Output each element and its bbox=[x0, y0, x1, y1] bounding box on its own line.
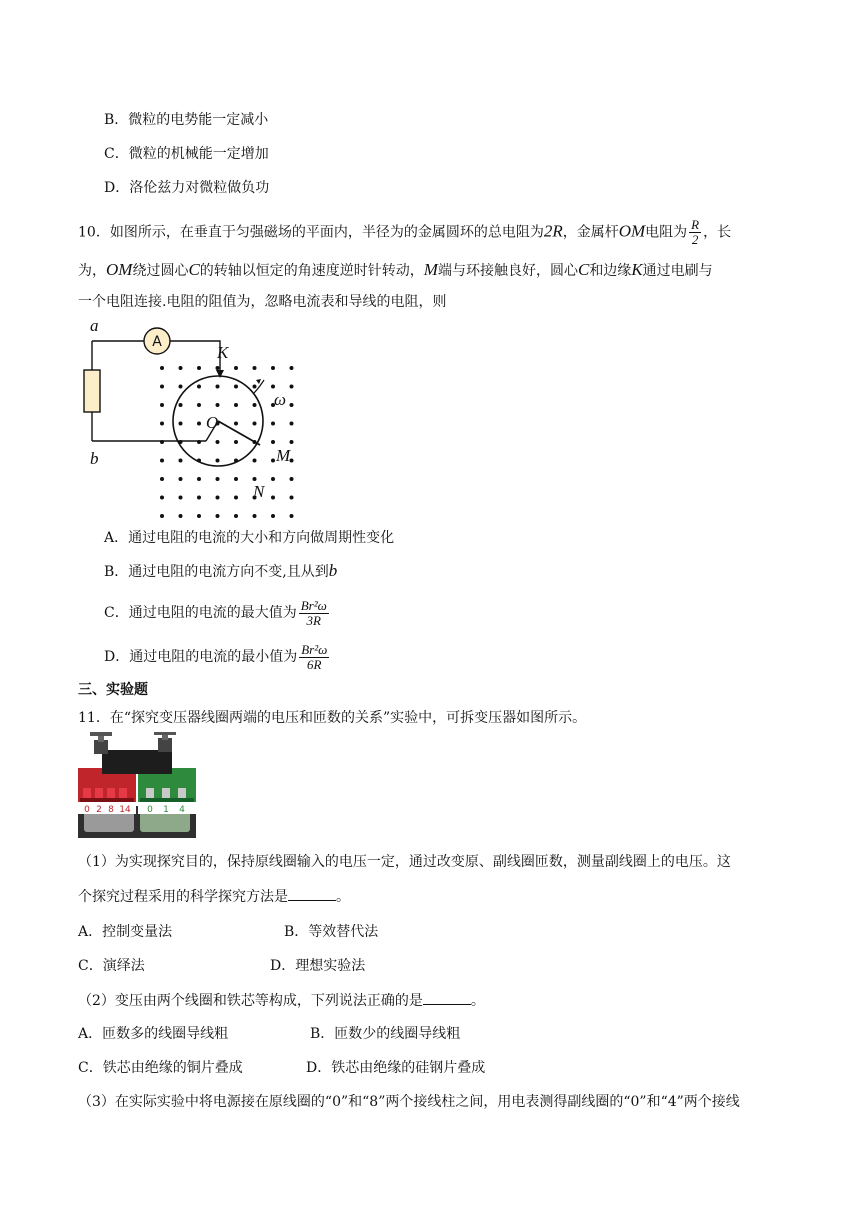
field-dot bbox=[271, 422, 275, 426]
q11-stem: 11．在“探究变压器线圈两端的电压和匝数的关系”实验中，可拆变压器如图所示。 bbox=[78, 710, 587, 726]
symbol-om: OM bbox=[618, 221, 646, 241]
label-n: N bbox=[253, 482, 265, 501]
field-dot bbox=[234, 403, 238, 407]
field-dot bbox=[290, 477, 294, 481]
right-tap-4: 4 bbox=[179, 805, 185, 815]
field-dot bbox=[197, 366, 201, 370]
field-dot bbox=[271, 440, 275, 444]
field-dot bbox=[197, 496, 201, 500]
field-dot bbox=[253, 366, 257, 370]
field-dot bbox=[216, 403, 220, 407]
field-dot bbox=[234, 477, 238, 481]
field-dot bbox=[160, 366, 164, 370]
label-k: K bbox=[217, 343, 229, 362]
field-dot bbox=[234, 440, 238, 444]
field-dot bbox=[290, 440, 294, 444]
field-dot bbox=[253, 422, 257, 426]
symbol-2r: 2R bbox=[543, 221, 563, 241]
q11-part1-option-c: C．演绎法 bbox=[78, 958, 145, 974]
q11-part1-line1: （1）为实现探究目的，保持原线圈输入的电压一定，通过改变原、副线圈匝数，测量副线圈上的电压。这 bbox=[78, 854, 731, 870]
field-dot bbox=[271, 459, 275, 463]
field-dot bbox=[271, 477, 275, 481]
field-dot bbox=[160, 422, 164, 426]
q10-option-c: C．通过电阻的电流的最大值为 $\frac{\text{Br²ω}}{3R}$ bbox=[104, 597, 327, 628]
left-tap-0: 0 bbox=[84, 805, 90, 815]
q11-part2-option-a: A．匝数多的线圈导线粗 bbox=[78, 1026, 229, 1042]
field-dot bbox=[234, 496, 238, 500]
field-dot bbox=[160, 385, 164, 389]
field-dot bbox=[160, 514, 164, 518]
field-dot bbox=[197, 403, 201, 407]
field-dot bbox=[179, 477, 183, 481]
q10-option-d: D．通过电阻的电流的最小值为 $\frac{\text{Br²ω}}{6R}$ bbox=[104, 641, 328, 672]
field-dot bbox=[160, 496, 164, 500]
field-dot bbox=[197, 477, 201, 481]
field-dot bbox=[290, 385, 294, 389]
label-m: M bbox=[276, 446, 291, 465]
right-screw-head bbox=[154, 732, 176, 735]
right-tap-0: 0 bbox=[147, 805, 153, 815]
field-dot bbox=[290, 366, 294, 370]
field-dot bbox=[179, 385, 183, 389]
q9-option-c: C．微粒的机械能一定增加 bbox=[104, 146, 269, 162]
field-dot bbox=[290, 403, 294, 407]
q10-option-b: B．通过电阻的电流方向不变,且从到b bbox=[104, 561, 338, 580]
iron-core-yoke bbox=[102, 750, 172, 774]
answer-blank-2[interactable] bbox=[423, 990, 471, 1005]
field-dot bbox=[290, 496, 294, 500]
field-dot bbox=[216, 459, 220, 463]
answer-blank-1[interactable] bbox=[288, 886, 336, 901]
left-tap-14: 14 bbox=[119, 805, 131, 815]
fraction-max-current: $\frac{\text{Br²ω}}{3R}$ bbox=[300, 597, 327, 628]
right-tap-1: 1 bbox=[163, 805, 169, 815]
q11-part2-option-b: B．匝数少的线圈导线粗 bbox=[310, 1026, 461, 1042]
field-dot bbox=[253, 514, 257, 518]
q10-stem-line2: 为，OM绕过圆心C的转轴以恒定的角速度逆时针转动，M端与环接触良好，圆心C和边缘K通过电刷与 bbox=[78, 260, 713, 279]
fraction-min-current: $\frac{\text{Br²ω}}{6R}$ bbox=[301, 641, 328, 672]
q11-part1-option-a: A．控制变量法 bbox=[78, 924, 173, 940]
field-dot bbox=[216, 496, 220, 500]
section-heading: 三、实验题 bbox=[78, 682, 148, 698]
wire-top-right bbox=[170, 341, 220, 376]
q11-part2-line: （2）变压由两个线圈和铁芯等构成，下列说法正确的是 。 bbox=[78, 990, 485, 1011]
field-dot bbox=[234, 366, 238, 370]
left-tap-2: 2 bbox=[96, 805, 102, 815]
field-dot bbox=[160, 459, 164, 463]
resistor bbox=[84, 370, 100, 412]
field-dot bbox=[234, 385, 238, 389]
field-dot bbox=[234, 514, 238, 518]
ammeter-label: A bbox=[152, 334, 162, 350]
field-dot bbox=[179, 422, 183, 426]
field-dot bbox=[253, 459, 257, 463]
q10-stem-line1: 10．如图所示，在垂直于匀强磁场的平面内，半径为的金属圆环的总电阻为2R，金属杆OM电阻为 $\frac{R}{2}$ ，长 bbox=[78, 217, 732, 247]
q11-part3-line: （3）在实际实验中将电源接在原线圈的“0”和“8”两个接线柱之间，用电表测得副线圈的“0”和“4”两个接线 bbox=[78, 1094, 740, 1110]
label-b: b bbox=[90, 449, 99, 468]
field-dot bbox=[216, 366, 220, 370]
fraction-r-over-2: $\frac{R}{2}$ bbox=[691, 217, 700, 247]
field-dot bbox=[271, 514, 275, 518]
label-omega: ω bbox=[274, 390, 287, 409]
field-dot bbox=[179, 459, 183, 463]
field-dot bbox=[216, 385, 220, 389]
transformer-photo bbox=[74, 732, 200, 838]
right-terminals bbox=[146, 788, 186, 798]
field-dot bbox=[197, 514, 201, 518]
left-screw-head bbox=[90, 732, 112, 736]
field-dot bbox=[290, 514, 294, 518]
field-dot bbox=[271, 366, 275, 370]
q11-part2-option-d: D．铁芯由绝缘的硅钢片叠成 bbox=[306, 1060, 486, 1076]
q9-option-b: B．微粒的电势能一定减小 bbox=[104, 112, 269, 128]
field-dot bbox=[179, 514, 183, 518]
label-a: a bbox=[90, 318, 99, 335]
q11-part1-option-d: D．理想实验法 bbox=[270, 958, 366, 974]
field-dot bbox=[179, 496, 183, 500]
field-dot bbox=[271, 496, 275, 500]
field-dot bbox=[271, 385, 275, 389]
left-clamp bbox=[94, 740, 108, 754]
field-dot bbox=[179, 403, 183, 407]
q11-part1-line2: 个探究过程采用的科学探究方法是 。 bbox=[78, 886, 350, 907]
rotation-arrowhead-icon bbox=[256, 379, 261, 384]
field-dot bbox=[197, 422, 201, 426]
q10-stem-line3: 一个电阻连接.电阻的阻值为，忽略电流表和导线的电阻，则 bbox=[78, 294, 447, 310]
field-dot bbox=[253, 403, 257, 407]
field-dot bbox=[216, 440, 220, 444]
q11-part1-option-b: B．等效替代法 bbox=[284, 924, 379, 940]
q11-part2-option-c: C．铁芯由绝缘的铜片叠成 bbox=[78, 1060, 243, 1076]
field-dot bbox=[216, 477, 220, 481]
field-dot bbox=[234, 422, 238, 426]
label-o: O bbox=[206, 413, 219, 432]
field-dot bbox=[197, 385, 201, 389]
magnetic-field-dots bbox=[160, 366, 294, 518]
field-dot bbox=[160, 403, 164, 407]
field-dot bbox=[160, 477, 164, 481]
field-dot bbox=[216, 514, 220, 518]
right-clamp bbox=[158, 738, 172, 752]
field-dot bbox=[179, 366, 183, 370]
left-tap-8: 8 bbox=[108, 805, 114, 815]
field-dot bbox=[290, 422, 294, 426]
circuit-figure bbox=[78, 318, 308, 518]
field-dot bbox=[253, 385, 257, 389]
field-dot bbox=[253, 477, 257, 481]
q9-option-d: D．洛伦兹力对微粒做负功 bbox=[104, 180, 270, 196]
q10-option-a: A．通过电阻的电流的大小和方向做周期性变化 bbox=[104, 530, 395, 546]
